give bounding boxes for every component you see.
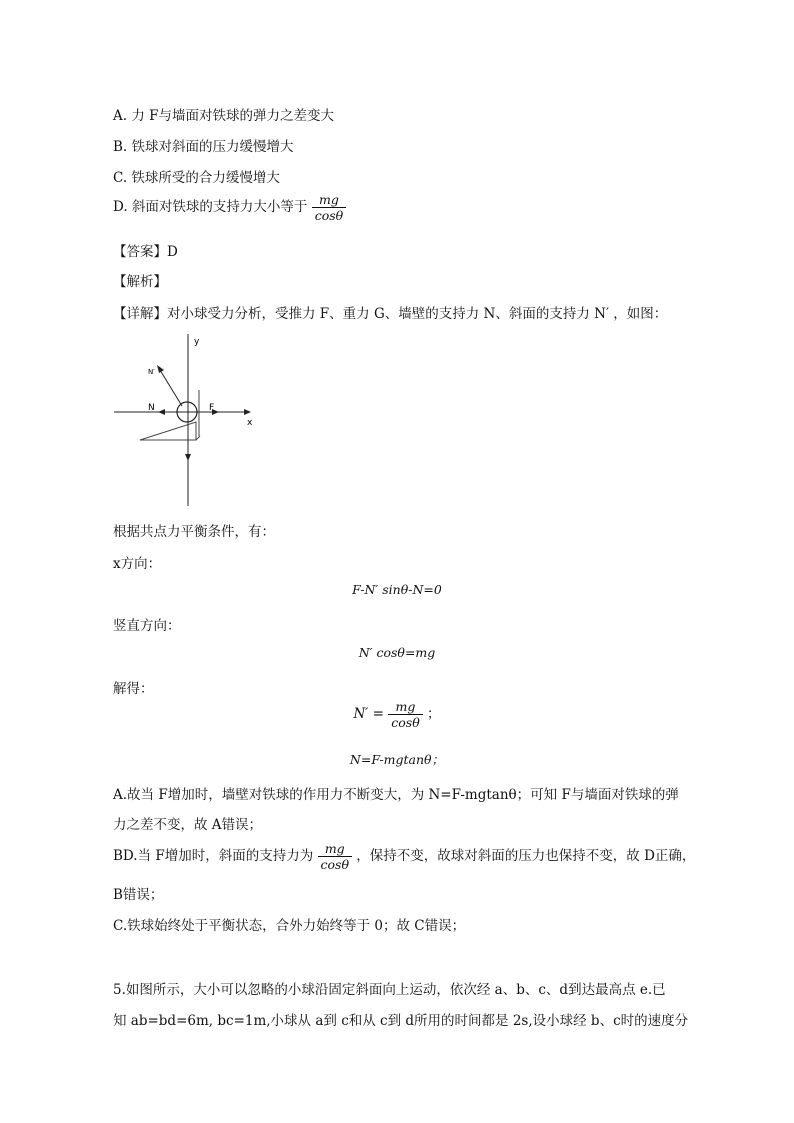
fraction-denominator: cosθ xyxy=(314,208,344,224)
label-x: x xyxy=(247,418,253,428)
y-direction-label: 竖直方向： xyxy=(113,618,181,634)
conclusion-bd-suffix: ，保持不变，故球对斜面的压力也保持不变，故 D正确， xyxy=(356,848,696,865)
force-diagram xyxy=(110,330,260,510)
equation-x: F-N′ sinθ-N=0 xyxy=(352,582,442,597)
option-c: C. 铁球所受的合力缓慢增大 xyxy=(113,170,280,186)
conclusion-a-line1: A.故当 F增加时，墙壁对铁球的作用力不断变大，为 N=F-mgtanθ；可知 F与墙面对铁球的弹 xyxy=(113,787,679,803)
conclusion-bd-fraction xyxy=(318,842,352,871)
equation-n: N=F-mgtanθ； xyxy=(349,752,445,767)
label-f: F xyxy=(209,403,215,413)
fraction-denominator: cosθ xyxy=(320,857,349,873)
force-nprime-arrowhead xyxy=(157,365,164,373)
conclusion-bd-line1 xyxy=(113,842,695,871)
detail-text: 【详解】对小球受力分析，受推力 F、重力 G、墙壁的支持力 N、斜面的支持力 N′ ，如图： xyxy=(113,306,668,322)
force-n-arrowhead xyxy=(158,409,165,415)
x-axis-arrowhead xyxy=(244,409,251,415)
option-a: A. 力 F与墙面对铁球的弹力之差变大 xyxy=(113,108,334,124)
conclusion-c: C.铁球始终处于平衡状态，合外力始终等于 0；故 C错误； xyxy=(113,918,466,934)
question-5-line2: 知 ab=bd=6m, bc=1m,小球从 a到 c和从 c到 d所用的时间都是 2s,设小球经 b、c时的速度分 xyxy=(113,1013,689,1029)
label-y: y xyxy=(194,337,200,347)
equation-n-prime xyxy=(0,700,794,729)
label-n: N xyxy=(148,403,155,413)
force-nprime-arrow xyxy=(160,370,182,406)
equation-n-prime-end: ； xyxy=(427,706,441,723)
conclusion-a-line2: 力之差不变，故 A错误； xyxy=(113,817,263,833)
analysis-heading: 【解析】 xyxy=(113,274,167,290)
equation-y: N′ cosθ=mg xyxy=(358,645,436,660)
conclusion-bd-line2: B错误； xyxy=(113,887,164,903)
fraction-numerator: mg xyxy=(312,193,346,208)
option-b: B. 铁球对斜面的压力缓慢增大 xyxy=(113,139,294,155)
question-5-line1: 5.如图所示，大小可以忽略的小球沿固定斜面向上运动，依次经 a、b、c、d到达最高点 e.已 xyxy=(113,982,666,998)
fraction-numerator: mg xyxy=(388,700,422,715)
answer: 【答案】D xyxy=(113,244,178,260)
x-direction-label: x方向： xyxy=(113,556,162,572)
option-d-text: D. 斜面对铁球的支持力大小等于 xyxy=(113,199,308,216)
equation-n-prime-lhs: N′ = xyxy=(353,706,384,723)
option-d-fraction xyxy=(312,193,346,222)
balance-text: 根据共点力平衡条件，有： xyxy=(113,524,275,540)
fraction-denominator: cosθ xyxy=(391,715,420,731)
label-nprime: N′ xyxy=(148,368,155,376)
equation-n-prime-fraction xyxy=(388,700,422,729)
incline-hatch xyxy=(196,436,200,440)
force-g-arrowhead xyxy=(185,454,191,461)
option-d xyxy=(113,193,346,222)
fraction-numerator: mg xyxy=(318,842,352,857)
solve-label: 解得： xyxy=(113,681,154,697)
conclusion-bd-prefix: BD.当 F增加时，斜面的支持力为 xyxy=(113,848,314,865)
